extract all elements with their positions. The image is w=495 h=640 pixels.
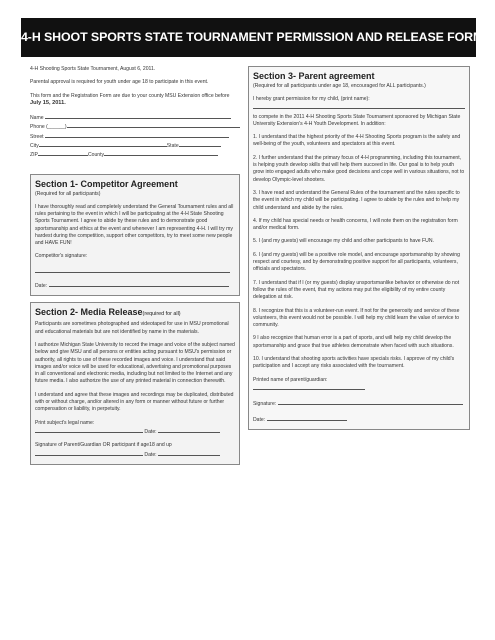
printed-name-label: Printed name of parent/guardian: <box>253 376 328 383</box>
parent-date-label: Date: <box>144 451 159 458</box>
competitor-signature-label: Competitor's signature: <box>35 253 88 260</box>
child-name-line[interactable] <box>253 103 465 112</box>
state-label: State <box>166 143 179 150</box>
section1-body: I have thoroughly read and completely understand the General Tournament rules and all rules pertaining to the event in which I will be participating at the 4-H State Shooting Sports Tournament. I agree to abide by these rules and to demonstrate good sportsmanship and ethics at the event and whenever I am representing 4-H. I will try my hardest during the competition, support other competitors, try to meet some new people and HAVE FUN! <box>35 203 234 247</box>
name-field[interactable] <box>30 113 240 122</box>
intro-due-text: This form and the Registration Form are due to your county MSU Extension office before <box>30 92 230 99</box>
phone-label: Phone (______) <box>30 124 67 131</box>
intro-due-date <box>30 93 240 108</box>
city-label: City <box>30 143 39 150</box>
agreement-item-7: 7. I understand that if I (or my guests) display unsportsmanlike behavior or otherwise do not follow the rules of the event, that my actions may put the eligibility of my entire county delegation at risk. <box>253 279 460 301</box>
agreement-item-10: 10. I understand that shooting sports activities have specials risks. I approve of my child's participation and I accept any risks associated with the tournament. <box>253 356 455 370</box>
due-date: July 15, 2011. <box>30 99 66 106</box>
street-field[interactable] <box>30 132 240 141</box>
form-title: 4-H SHOOT SPORTS STATE TOURNAMENT PERMISSION AND RELEASE FORM <box>21 18 476 57</box>
grant-permission-label: I hereby grant permission for my child, (print name): <box>253 96 370 102</box>
section-parent-agreement <box>248 66 470 430</box>
print-name-date-field[interactable] <box>35 427 235 436</box>
agreement-item-1: 1. I understand that the highest priority of the 4-H Shooting Sports program is the safety and well-being of the youth, volunteers and spectators at this event. <box>253 134 461 148</box>
print-name-label: Print subject's legal name: <box>35 419 95 426</box>
zip-county-field[interactable] <box>30 150 240 159</box>
agreement-item-8: 8. I recognize that this is a volunteer-run event. If not for the generosity and service of these volunteers, this event would not be possible. I will help my child learn the value of service to community. <box>253 307 460 329</box>
printed-name-line[interactable] <box>253 384 465 393</box>
city-state-field[interactable] <box>30 141 240 150</box>
street-label: Street <box>30 133 46 140</box>
section-competitor-agreement <box>30 174 240 297</box>
name-label: Name <box>30 115 46 122</box>
section1-title: Section 1- Competitor Agreement <box>35 178 178 189</box>
date-label: Date: <box>253 416 267 423</box>
parent-signature-field[interactable] <box>253 399 465 408</box>
phone-field[interactable] <box>30 122 240 131</box>
competitor-signature-line[interactable] <box>35 267 235 276</box>
section-media-release <box>30 302 240 464</box>
section1-subtitle: (Required for all participants) <box>35 190 101 197</box>
agreement-item-6: 6. I (and my guests) will be a positive role model, and encourage sportsmanship by showing respect and courtesy, and by demonstrating positive support for all participants, volunteers, officials and spectators. <box>253 251 460 273</box>
form-page <box>21 18 484 622</box>
agreement-item-3: 3. I have read and understand the General Rules of the tournament and the rules specific to the event in which my child will be participating. I agree to abide by the rules and to help my child understand and abide by the rules. <box>253 189 460 211</box>
county-label: County <box>87 152 105 159</box>
parent-signature-label: Signature of Parent/Guardian OR participant if age18 and up <box>35 442 172 449</box>
intro-event-date: 4-H Shooting Sports State Tournament, August 6, 2011. <box>30 66 156 72</box>
compete-statement: to compete in the 2011 4-H Shooting Sports State Tournament sponsored by Michigan State University Extension's 4-H Youth Development. In addition: <box>253 113 461 127</box>
print-date-label: Date: <box>144 428 159 435</box>
section2-para2: I authorize Michigan State University to record the image and voice of the subject named below and give MSU and all persons or entities acting pursuant to MSU's permission or authority, all rights to use of these recorded images and voice. I understand that said images and/or voice will be used for educational, advertising and promotional purposes in all conventional and electronic media, including but not limited to the Internet and any future media. I also authorize the use of any printed material in connection therewith. <box>35 341 235 385</box>
section2-title: Section 2- Media Release <box>35 307 143 318</box>
intro-parental-approval: Parental approval is required for youth under age 18 to participate in this event. <box>30 79 209 86</box>
section3-title: Section 3- Parent agreement <box>253 71 375 81</box>
agreement-item-5: 5. I (and my guests) will encourage my child and other participants to have FUN. <box>253 238 434 245</box>
signature-label: Signature: <box>253 401 278 408</box>
left-column <box>30 66 240 465</box>
right-column <box>248 66 470 430</box>
section2-subtitle: (required for all) <box>142 311 181 318</box>
parent-date-field[interactable] <box>253 415 465 424</box>
section3-subtitle: (Required for all participants under age 18, encouraged for ALL participants.) <box>253 83 426 89</box>
section2-heading <box>35 307 235 318</box>
section2-para3: I understand and agree that these images and recordings may be duplicated, distributed with or without charge, and/or altered in any form or manner without future or further compensation or liability, in perpetuity. <box>35 391 234 413</box>
competitor-date-label: Date: <box>35 283 49 290</box>
agreement-item-2: 2. I further understand that the primary focus of 4-H programming, including this tournament, is helping youth develop skills that will help them succeed in life. Our goal is to help youth grow into engaged adults who make good decisions and cope well in various situations, not to develop Olympic-level shooters. <box>253 154 465 183</box>
agreement-item-4: 4. If my child has special needs or health concerns, I will note them on the registration form and/or medical form. <box>253 217 458 232</box>
section2-para1: Participants are sometimes photographed and videotaped for use in MSU promotional and educational materials but are not identified by name in the materials. <box>35 321 229 335</box>
zip-label: ZIP <box>30 152 38 159</box>
agreement-item-9: 9 I also recognize that human error is a part of sports, and will help my child develop the sportsmanship and grace that true athletes demonstrate when faced with such situations. <box>253 335 454 349</box>
competitor-date-field[interactable] <box>35 281 235 290</box>
parent-signature-date-field[interactable] <box>35 450 235 459</box>
